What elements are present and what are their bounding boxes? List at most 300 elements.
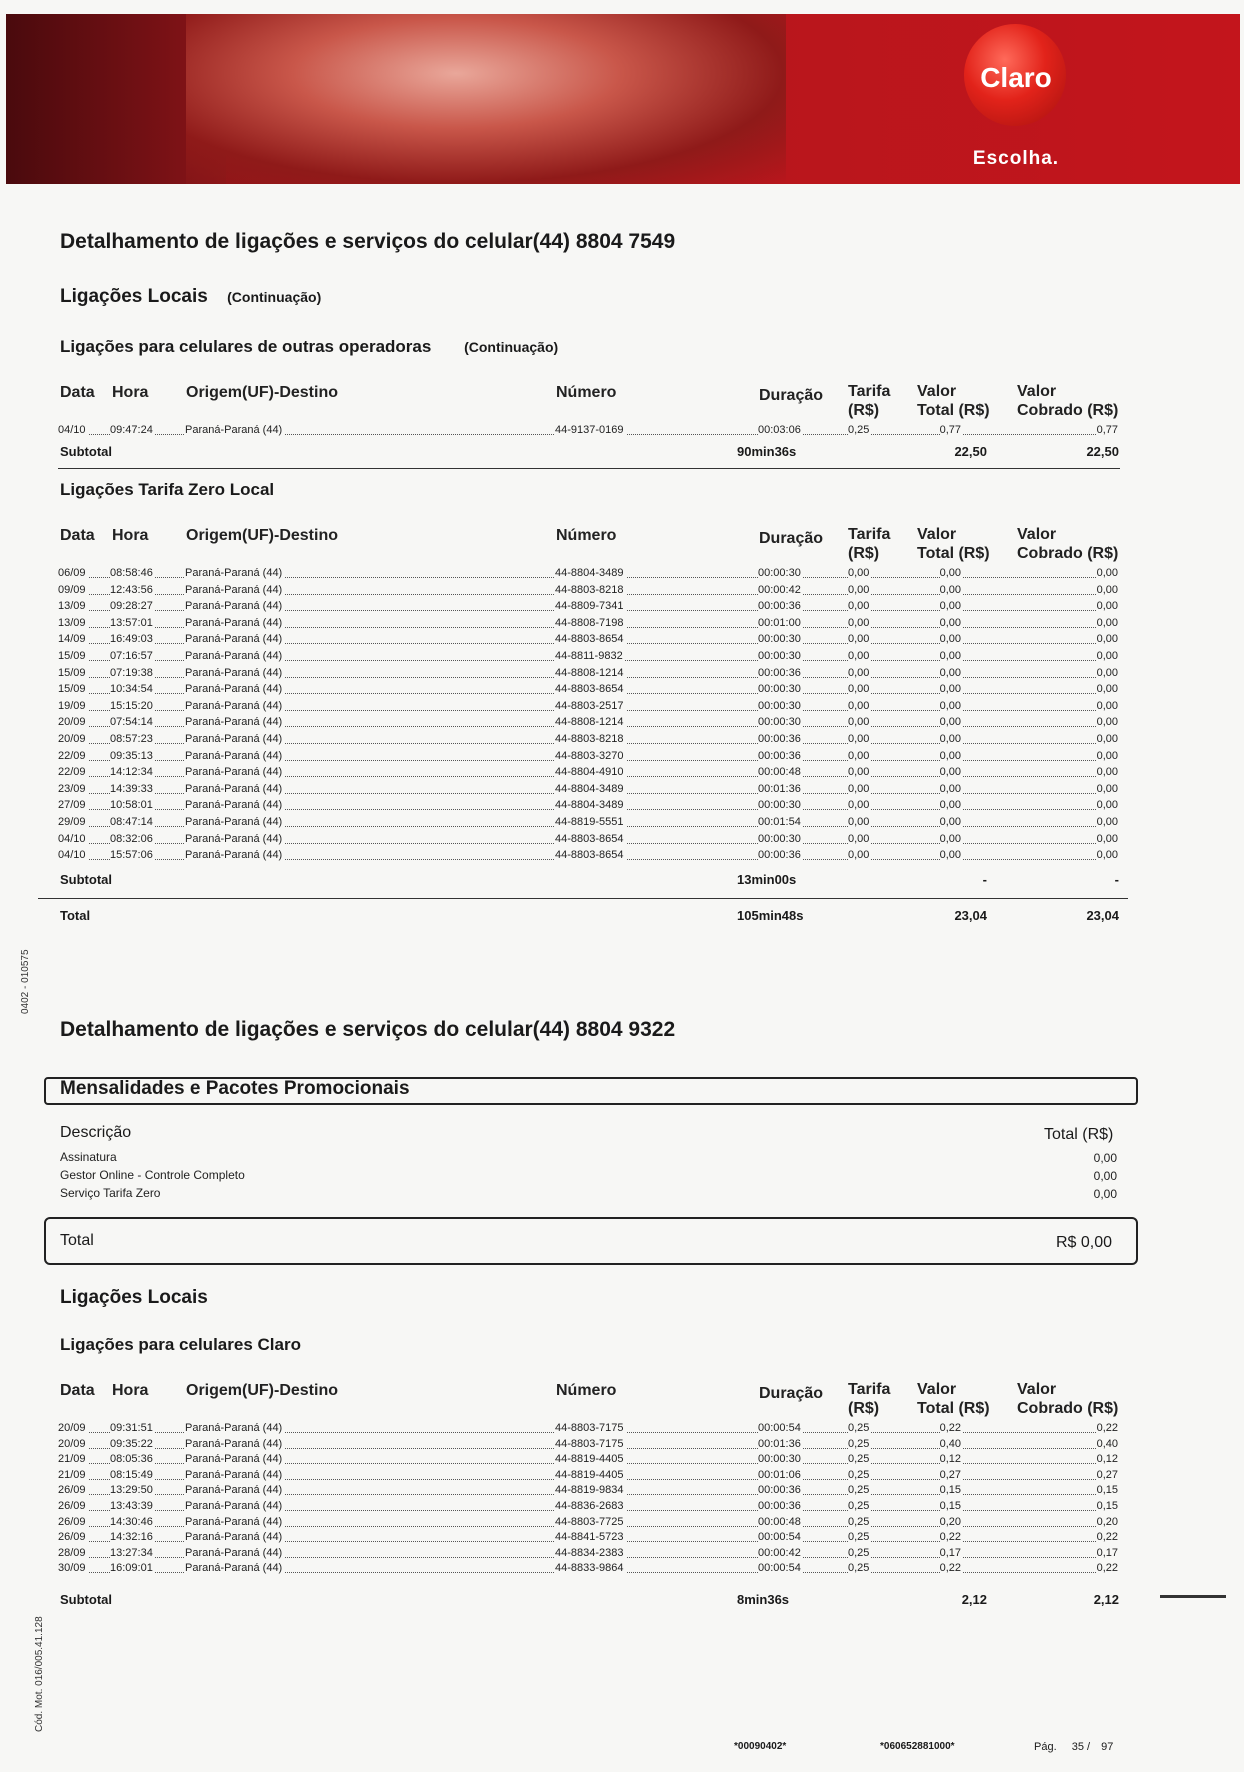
cell-numero: 44-8804-4910 [555,766,624,779]
cell-hora: 09:31:51 [110,1422,153,1434]
table-row [58,1468,1120,1484]
cell-numero: 44-8808-7198 [555,616,624,629]
cell-duracao: 00:00:30 [758,567,801,579]
cell-origem: Paraná-Paraná (44) [185,424,283,436]
cell-valor-total: 0,00 [939,849,961,862]
subtotal-valor-cobrado: 22,50 [1086,444,1119,459]
cell-data: 04/10 [58,849,86,862]
mensalidade-item-label: Assinatura [60,1150,117,1164]
cell-tarifa: 0,00 [848,799,870,812]
col-header-numero: Número [556,384,617,401]
col-header-data: Data [60,527,95,544]
cell-duracao: 00:00:36 [758,1500,801,1512]
cell-tarifa: 0,00 [848,633,870,646]
cell-numero: 44-8803-7175 [555,1437,624,1450]
mensalidades-total-box [44,1217,1138,1265]
cell-valor-cobrado: 0,15 [1096,1500,1118,1512]
cell-origem: Paraná-Paraná (44) [185,1437,283,1450]
cell-valor-cobrado: 0,40 [1096,1437,1118,1450]
col-header-duracao: Duração [759,1385,824,1402]
table-row [58,699,1120,715]
table-row [58,798,1120,814]
cell-valor-cobrado: 0,00 [1096,733,1118,745]
col-header-numero: Número [556,527,617,544]
cell-valor-cobrado: 0,00 [1096,567,1118,579]
table-row [58,1483,1120,1499]
cell-origem: Paraná-Paraná (44) [185,1422,283,1434]
cell-valor-cobrado: 0,20 [1096,1515,1118,1528]
cell-data: 06/09 [58,567,86,579]
cell-data: 29/09 [58,816,86,828]
cell-origem: Paraná-Paraná (44) [185,600,283,613]
cell-valor-total: 0,00 [939,583,961,596]
cell-valor-total: 0,00 [939,650,961,662]
col-header-valor-cobrado-unit: Cobrado (R$) [1017,545,1119,562]
cell-numero: 44-8803-8654 [555,832,624,845]
cell-data: 26/09 [58,1515,86,1528]
cell-valor-cobrado: 0,00 [1096,782,1118,795]
cell-valor-cobrado: 0,00 [1096,799,1118,812]
col-header-valor-total: Valor Total (R$) [917,1381,990,1417]
mensalidade-item-value: 0,00 [1093,1151,1117,1165]
cell-tarifa: 0,00 [848,600,870,613]
cell-origem: Paraná-Paraná (44) [185,699,283,712]
col-header-valor-cobrado-unit: Cobrado (R$) [1017,1400,1119,1417]
subtotal-valor-total: - [982,872,987,887]
table1-title-text: Ligações para celulares de outras operadoras [60,337,432,356]
cell-hora: 08:32:06 [110,832,153,845]
cell-origem: Paraná-Paraná (44) [185,1453,283,1466]
cell-data: 13/09 [58,600,86,613]
cell-origem: Paraná-Paraná (44) [185,1515,283,1528]
table-row [58,765,1120,781]
cell-valor-total: 0,00 [939,733,961,745]
cell-valor-cobrado: 0,00 [1096,666,1118,679]
cell-valor-cobrado: 0,00 [1096,650,1118,662]
cell-origem: Paraná-Paraná (44) [185,583,283,596]
cell-valor-total: 0,00 [939,799,961,812]
table-row [58,782,1120,798]
cell-duracao: 00:00:36 [758,1484,801,1497]
col-header-tarifa-unit: (R$) [848,402,880,419]
cell-origem: Paraná-Paraná (44) [185,1484,283,1497]
table-row [58,1530,1120,1546]
cell-valor-cobrado: 0,00 [1096,716,1118,729]
cell-data: 19/09 [58,699,86,712]
mensalidade-item-label: Gestor Online - Controle Completo [60,1168,245,1182]
cell-numero: 44-8803-3270 [555,749,624,762]
cell-hora: 14:12:34 [110,766,153,779]
cell-numero: 44-8836-2683 [555,1500,624,1512]
cell-numero: 44-8819-9834 [555,1484,624,1497]
table-row [58,423,1120,439]
cell-valor-cobrado: 0,00 [1096,683,1118,696]
cell-valor-total: 0,00 [939,616,961,629]
table1-title [60,337,558,357]
cell-valor-cobrado: 0,00 [1096,849,1118,862]
cell-hora: 13:43:39 [110,1500,153,1512]
page-label: Pág. [1034,1741,1057,1753]
cell-tarifa: 0,00 [848,832,870,845]
cell-valor-cobrado: 0,27 [1096,1468,1118,1481]
cell-tarifa: 0,00 [848,766,870,779]
table-row [58,715,1120,731]
cell-duracao: 00:00:48 [758,766,801,779]
cell-duracao: 00:01:00 [758,616,801,629]
col-header-valor-cobrado: Valor Cobrado (R$) [1017,526,1119,562]
page-number: 35 / [1071,1741,1091,1753]
cell-tarifa: 0,00 [848,816,870,828]
cell-numero: 44-8808-1214 [555,666,624,679]
col-header-duracao: Duração [759,530,824,547]
group-title-text: Ligações Locais [60,286,208,307]
claro-logo-text: Claro [980,62,1052,93]
cell-origem: Paraná-Paraná (44) [185,816,283,828]
cell-numero: 44-8804-3489 [555,567,624,579]
cell-hora: 07:54:14 [110,716,153,729]
cell-data: 20/09 [58,716,86,729]
cell-duracao: 00:00:30 [758,650,801,662]
mensalidades-title: Mensalidades e Pacotes Promocionais [60,1078,410,1099]
cell-hora: 08:47:14 [110,816,153,828]
subtotal-valor-cobrado: 2,12 [1093,1592,1119,1607]
cell-tarifa: 0,25 [848,1453,870,1466]
cell-numero: 44-8803-7175 [555,1422,624,1434]
cell-hora: 09:28:27 [110,600,153,613]
cell-origem: Paraná-Paraná (44) [185,749,283,762]
cell-tarifa: 0,00 [848,616,870,629]
group-note: (Continuação) [227,289,322,305]
cell-valor-cobrado: 0,00 [1096,766,1118,779]
cell-tarifa: 0,00 [848,749,870,762]
subtotal-duracao: 8min36s [737,1592,790,1607]
cell-tarifa: 0,00 [848,782,870,795]
table-row [58,599,1120,615]
cell-data: 21/09 [58,1468,86,1481]
cell-data: 04/10 [58,832,86,845]
table-row [58,832,1120,848]
col-header-origem: Origem(UF)-Destino [186,384,338,401]
cell-numero: 44-8804-3489 [555,782,624,795]
cell-valor-cobrado: 0,77 [1096,424,1118,436]
cell-duracao: 00:00:30 [758,633,801,646]
cell-hora: 08:05:36 [110,1453,153,1466]
table1-note: (Continuação) [464,339,559,355]
cell-data: 14/09 [58,633,86,646]
cell-valor-total: 0,22 [939,1422,961,1434]
cell-valor-total: 0,00 [939,699,961,712]
col-header-valor-total-unit: Total (R$) [917,402,990,419]
cell-origem: Paraná-Paraná (44) [185,766,283,779]
cell-tarifa: 0,25 [848,1531,870,1544]
cell-hora: 13:27:34 [110,1546,153,1559]
cell-origem: Paraná-Paraná (44) [185,799,283,812]
cell-valor-total: 0,17 [939,1546,961,1559]
cell-duracao: 00:00:54 [758,1562,801,1575]
cell-duracao: 00:00:54 [758,1422,801,1434]
table3-title: Ligações para celulares Claro [60,1335,301,1354]
cell-data: 20/09 [58,1437,86,1450]
cell-valor-cobrado: 0,00 [1096,583,1118,596]
cell-data: 23/09 [58,782,86,795]
cell-tarifa: 0,25 [848,1484,870,1497]
col-header-data: Data [60,1382,95,1399]
cell-tarifa: 0,00 [848,849,870,862]
table-row [58,749,1120,765]
cell-numero: 44-8811-9832 [555,650,623,662]
table-row [58,583,1120,599]
cell-valor-cobrado: 0,22 [1096,1562,1118,1575]
subtotal-valor-total: 2,12 [961,1592,987,1607]
cell-origem: Paraná-Paraná (44) [185,1546,283,1559]
footer-page [1034,1741,1113,1753]
cell-tarifa: 0,00 [848,683,870,696]
cell-data: 15/09 [58,650,86,662]
banner-photo [186,14,786,184]
cell-numero: 44-8803-8218 [555,583,624,596]
col-header-origem: Origem(UF)-Destino [186,1382,338,1399]
table-row [58,1499,1120,1515]
cell-valor-cobrado: 0,00 [1096,600,1118,613]
subtotal-label: Total [60,908,91,923]
cell-data: 15/09 [58,666,86,679]
cell-data: 26/09 [58,1531,86,1544]
cell-valor-cobrado: 0,00 [1096,699,1118,712]
subtotal-duracao: 105min48s [737,908,804,923]
col-header-numero: Número [556,1382,617,1399]
cell-tarifa: 0,00 [848,733,870,745]
table-row [58,732,1120,748]
col-header-hora: Hora [112,527,149,544]
margin-mark [1160,1595,1226,1598]
cell-origem: Paraná-Paraná (44) [185,1531,283,1544]
cell-origem: Paraná-Paraná (44) [185,733,283,745]
cell-tarifa: 0,25 [848,424,870,436]
cell-numero: 44-8808-1214 [555,716,624,729]
section2-title: Detalhamento de ligações e serviços do celular(44) 8804 9322 [60,1018,676,1041]
cell-valor-total: 0,00 [939,832,961,845]
cell-hora: 15:15:20 [110,699,153,712]
cell-hora: 09:47:24 [110,424,153,436]
table-row [58,1546,1120,1562]
cell-duracao: 00:00:30 [758,683,801,696]
col-header-valor-total: Valor Total (R$) [917,383,990,419]
cell-tarifa: 0,00 [848,699,870,712]
cell-origem: Paraná-Paraná (44) [185,1468,283,1481]
cell-numero: 44-8803-7725 [555,1515,624,1528]
cell-tarifa: 0,25 [848,1468,870,1481]
subtotal-valor-cobrado: 23,04 [1086,908,1119,923]
cell-duracao: 00:00:42 [758,583,801,596]
cell-hora: 13:57:01 [110,616,153,629]
table-row [58,616,1120,632]
cell-numero: 44-8803-8654 [555,683,624,696]
cell-origem: Paraná-Paraná (44) [185,650,283,662]
side-code-top: 0402 - 010575 [20,949,31,1014]
cell-duracao: 00:00:30 [758,716,801,729]
cell-tarifa: 0,00 [848,650,870,662]
cell-hora: 14:30:46 [110,1515,153,1528]
cell-duracao: 00:00:36 [758,666,801,679]
table2-title: Ligações Tarifa Zero Local [60,480,275,499]
subtotal-label: Subtotal [60,872,112,887]
cell-valor-total: 0,22 [939,1531,961,1544]
cell-origem: Paraná-Paraná (44) [185,716,283,729]
cell-hora: 08:57:23 [110,733,153,745]
cell-origem: Paraná-Paraná (44) [185,683,283,696]
section1-group-title [60,286,321,308]
cell-tarifa: 0,00 [848,666,870,679]
col-header-valor-total-unit: Total (R$) [917,545,990,562]
subtotal-duracao: 90min36s [737,444,797,459]
cell-duracao: 00:03:06 [758,424,801,436]
mensalidade-item-label: Serviço Tarifa Zero [60,1186,161,1200]
col-header-valor-cobrado: Valor Cobrado (R$) [1017,383,1119,419]
col-header-duracao: Duração [759,387,824,404]
cell-valor-total: 0,00 [939,816,961,828]
subtotal-duracao: 13min00s [737,872,797,887]
cell-origem: Paraná-Paraná (44) [185,633,283,646]
cell-duracao: 00:00:54 [758,1531,801,1544]
cell-duracao: 00:00:36 [758,600,801,613]
cell-hora: 13:29:50 [110,1484,153,1497]
cell-numero: 44-8803-8654 [555,849,624,862]
cell-valor-cobrado: 0,22 [1096,1531,1118,1544]
cell-duracao: 00:01:06 [758,1468,801,1481]
cell-origem: Paraná-Paraná (44) [185,567,283,579]
col-header-valor-cobrado-unit: Cobrado (R$) [1017,402,1119,419]
subtotal-valor-total: 23,04 [954,908,987,923]
cell-tarifa: 0,00 [848,583,870,596]
cell-data: 22/09 [58,749,86,762]
subtotal-valor-total: 22,50 [954,444,987,459]
cell-tarifa: 0,25 [848,1500,870,1512]
cell-duracao: 00:00:36 [758,849,801,862]
cell-numero: 44-8819-4405 [555,1453,624,1466]
cell-valor-total: 0,00 [939,600,961,613]
cell-hora: 07:16:57 [110,650,153,662]
mensalidades-total-label: Total [60,1232,94,1249]
cell-numero: 44-8833-9864 [555,1562,624,1575]
table-row [58,566,1120,582]
cell-valor-cobrado: 0,12 [1096,1453,1118,1466]
cell-tarifa: 0,25 [848,1437,870,1450]
cell-hora: 09:35:22 [110,1437,153,1450]
cell-valor-total: 0,00 [939,716,961,729]
cell-valor-total: 0,00 [939,683,961,696]
cell-hora: 10:58:01 [110,799,153,812]
table-row [58,815,1120,831]
cell-data: 26/09 [58,1500,86,1512]
subtotal-label: Subtotal [60,1592,112,1607]
col-header-valor-cobrado: Valor Cobrado (R$) [1017,1381,1119,1417]
total-header: Total (R$) [1044,1126,1114,1143]
cell-data: 22/09 [58,766,86,779]
mensalidade-item-value: 0,00 [1093,1169,1117,1183]
cell-valor-total: 0,27 [939,1468,961,1481]
cell-origem: Paraná-Paraná (44) [185,1562,283,1575]
col-header-tarifa: Tarifa (R$) [848,1381,891,1417]
cell-origem: Paraná-Paraná (44) [185,666,283,679]
divider [38,898,1128,899]
col-header-data: Data [60,384,95,401]
cell-data: 27/09 [58,799,86,812]
cell-valor-total: 0,22 [939,1562,961,1575]
cell-duracao: 00:00:30 [758,699,801,712]
col-header-tarifa: Tarifa (R$) [848,526,891,562]
side-code-bottom: Cód. Mot. 016/005.41.128 [34,1616,45,1732]
footer-code2: *060652881000* [880,1741,955,1752]
cell-numero: 44-8803-2517 [555,699,624,712]
cell-tarifa: 0,00 [848,567,870,579]
subtotal-label: Subtotal [60,444,112,459]
cell-duracao: 00:00:36 [758,733,801,745]
cell-numero: 44-8841-5723 [555,1531,624,1544]
cell-data: 20/09 [58,1422,86,1434]
cell-hora: 16:09:01 [110,1562,153,1575]
cell-origem: Paraná-Paraná (44) [185,616,283,629]
mensalidades-total-value: R$ 0,00 [1056,1234,1113,1251]
cell-valor-total: 0,15 [939,1500,961,1512]
cell-hora: 07:19:38 [110,666,153,679]
cell-data: 13/09 [58,616,86,629]
cell-duracao: 00:01:54 [758,816,801,828]
col-header-tarifa: Tarifa (R$) [848,383,891,419]
col-header-hora: Hora [112,384,149,401]
cell-origem: Paraná-Paraná (44) [185,1500,283,1512]
cell-duracao: 00:00:48 [758,1515,801,1528]
cell-duracao: 00:00:30 [758,832,801,845]
page-total: 97 [1101,1741,1114,1753]
cell-hora: 08:15:49 [110,1468,153,1481]
cell-duracao: 00:01:36 [758,1437,801,1450]
divider [58,468,1120,469]
cell-origem: Paraná-Paraná (44) [185,849,283,862]
cell-numero: 44-8819-4405 [555,1468,624,1481]
table-row [58,1437,1120,1453]
cell-hora: 14:39:33 [110,782,153,795]
cell-valor-cobrado: 0,00 [1096,633,1118,646]
cell-numero: 44-8803-8218 [555,733,624,745]
cell-duracao: 00:00:30 [758,1453,801,1466]
footer-code1: *00090402* [734,1741,787,1752]
cell-numero: 44-8803-8654 [555,633,624,646]
cell-valor-total: 0,00 [939,666,961,679]
cell-valor-cobrado: 0,17 [1096,1546,1118,1559]
cell-valor-cobrado: 0,22 [1096,1422,1118,1434]
cell-tarifa: 0,25 [848,1562,870,1575]
cell-valor-cobrado: 0,00 [1096,832,1118,845]
cell-valor-total: 0,00 [939,749,961,762]
cell-hora: 10:34:54 [110,683,153,696]
cell-hora: 16:49:03 [110,633,153,646]
cell-hora: 08:58:46 [110,567,153,579]
col-header-origem: Origem(UF)-Destino [186,527,338,544]
section2-group-title: Ligações Locais [60,1287,208,1308]
table-row [58,632,1120,648]
table-row [58,1452,1120,1468]
cell-origem: Paraná-Paraná (44) [185,832,283,845]
cell-hora: 15:57:06 [110,849,153,862]
cell-valor-cobrado: 0,00 [1096,749,1118,762]
cell-duracao: 00:00:36 [758,749,801,762]
cell-valor-total: 0,77 [939,424,961,436]
table-row [58,1515,1120,1531]
col-header-tarifa-unit: (R$) [848,545,880,562]
col-header-valor-total: Valor Total (R$) [917,526,990,562]
cell-hora: 12:43:56 [110,583,153,596]
cell-duracao: 00:00:42 [758,1546,801,1559]
